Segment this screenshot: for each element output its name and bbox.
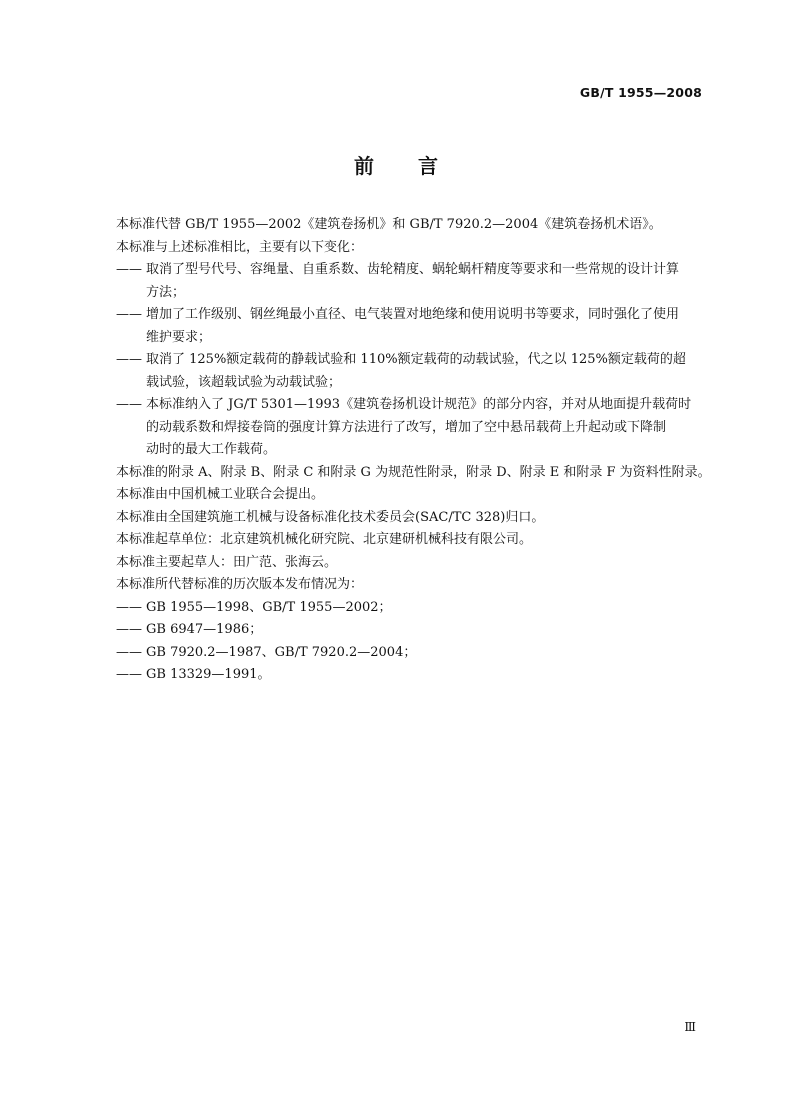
change-text-line: 增加了工作级别、钢丝绳最小直径、电气装置对地绝缘和使用说明书等要求，同时强化了使用	[146, 307, 680, 322]
paragraph-annexes: 本标准的附录 A、附录 B、附录 C 和附录 G 为规范性附录，附录 D、附录 E 和附录 F 为资料性附录。	[116, 464, 711, 480]
change-text-line: 维护要求；	[146, 329, 212, 345]
title-char-2: 言	[418, 154, 438, 178]
dash-marker: ——	[116, 599, 142, 615]
history-item	[116, 664, 706, 687]
paragraph-drafters: 本标准主要起草人：田广范、张海云。	[116, 554, 338, 570]
change-item	[116, 394, 706, 462]
paragraph-proposed-by: 本标准由中国机械工业联合会提出。	[116, 487, 325, 502]
history-text: GB 7920.2—1987、GB/T 7920.2—2004；	[146, 644, 417, 660]
history-item	[116, 597, 706, 620]
dash-marker: ——	[116, 307, 142, 322]
change-text-line: 动时的最大工作载荷。	[146, 442, 277, 457]
history-text: GB 6947—1986；	[146, 622, 263, 637]
dash-marker: ——	[116, 622, 142, 637]
paragraph-centralized-by: 本标准由全国建筑施工机械与设备标准化技术委员会(SAC/TC 328)归口。	[116, 509, 545, 525]
dash-marker: ——	[116, 644, 142, 660]
paragraph-history-intro: 本标准所代替标准的历次版本发布情况为：	[116, 577, 364, 592]
title-char-1: 前	[354, 154, 374, 178]
standard-code: GB/T 1955—2008	[579, 85, 702, 100]
dash-marker: ——	[116, 262, 142, 277]
page-title	[0, 150, 792, 179]
change-text-line: 取消了型号代号、容绳量、自重系数、齿轮精度、蜗轮蜗杆精度等要求和一些常规的设计计算	[146, 262, 680, 277]
change-item	[116, 259, 706, 304]
change-text-line: 载试验，该超载试验为动载试验；	[146, 374, 342, 390]
change-item	[116, 349, 706, 394]
foreword-body	[116, 214, 711, 687]
history-text: GB 1955—1998、GB/T 1955—2002；	[146, 599, 392, 615]
history-item	[116, 619, 706, 642]
page-number: Ⅲ	[684, 1020, 696, 1034]
dash-marker: ——	[116, 397, 142, 412]
dash-marker: ——	[116, 352, 142, 367]
paragraph-replaces: 本标准代替 GB/T 1955—2002《建筑卷扬机》和 GB/T 7920.2—2004《建筑卷扬机术语》。	[116, 217, 662, 232]
dash-marker: ——	[116, 667, 142, 682]
change-text-line: 的动载系数和焊接卷筒的强度计算方法进行了改写，增加了空中悬吊载荷上升起动或下降制	[146, 419, 667, 435]
change-text-line: 本标准纳入了 JG/T 5301—1993《建筑卷扬机设计规范》的部分内容，并对从地面提升载荷时	[146, 397, 692, 412]
paragraph-changes-intro: 本标准与上述标准相比，主要有以下变化：	[116, 239, 364, 255]
change-text-line: 取消了 125%额定载荷的静载试验和 110%额定载荷的动载试验，代之以 125%额定载荷的超	[146, 352, 686, 367]
history-text: GB 13329—1991。	[146, 667, 271, 682]
change-text-line: 方法；	[146, 284, 186, 300]
paragraph-drafting-units: 本标准起草单位：北京建筑机械化研究院、北京建研机械科技有限公司。	[116, 532, 533, 547]
history-item	[116, 642, 706, 665]
change-item	[116, 304, 706, 349]
